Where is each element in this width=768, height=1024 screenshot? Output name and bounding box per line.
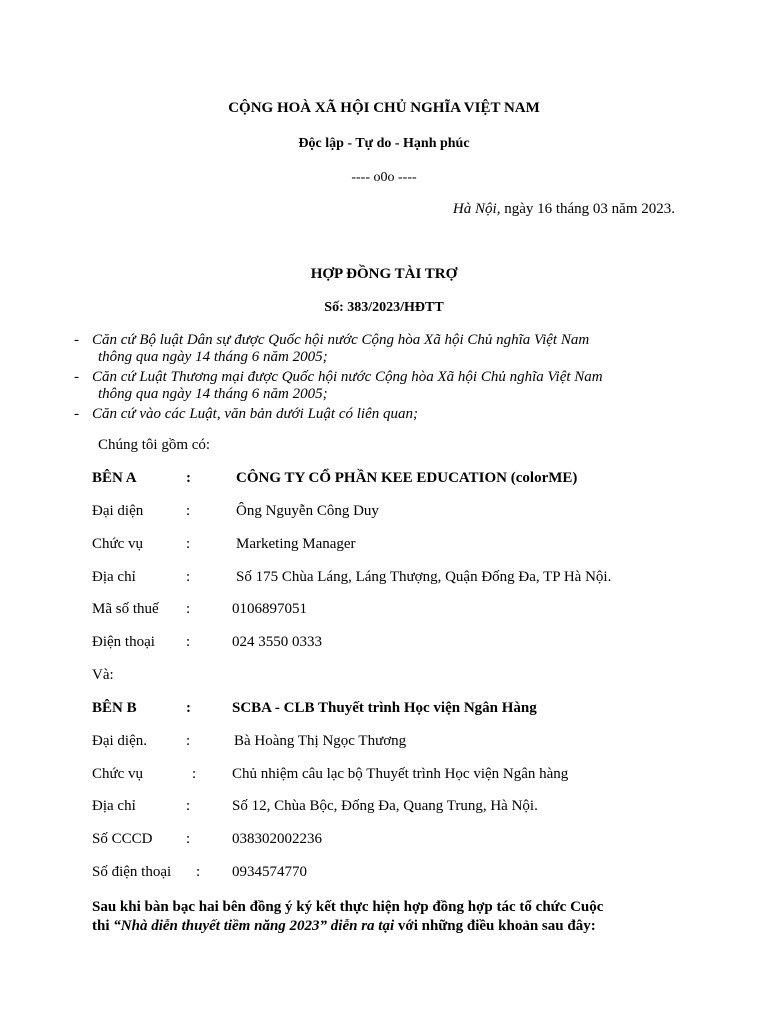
field-value: Số 175 Chùa Láng, Láng Thượng, Quận Đống Đa, TP Hà Nội. — [236, 569, 612, 585]
field-colon: : — [196, 864, 201, 880]
closing-line: Sau khi bàn bạc hai bên đồng ý ký kết thực hiện hợp đồng hợp tác tổ chức Cuộc — [92, 899, 604, 915]
party-b-field — [92, 864, 712, 884]
contest-name: “Nhà diễn thuyết tiềm năng 2023” diễn ra tại — [113, 918, 395, 934]
party-b-name: SCBA - CLB Thuyết trình Học viện Ngân Hàng — [232, 700, 537, 716]
closing-text: với những điều khoản sau đây: — [394, 918, 596, 934]
field-colon: : — [186, 798, 191, 814]
party-a-field — [92, 601, 712, 621]
party-a-colon: : — [186, 470, 191, 486]
party-b-field — [92, 766, 712, 786]
field-value: 0934574770 — [232, 864, 307, 880]
date-text: , ngày 16 tháng 03 năm 2023. — [496, 201, 675, 217]
field-label: Đại diện — [92, 503, 144, 519]
party-a-field — [92, 569, 712, 589]
heading-separator: ---- o0o ---- — [351, 170, 417, 185]
field-value: Bà Hoàng Thị Ngọc Thương — [234, 733, 407, 749]
field-colon: : — [186, 634, 191, 650]
party-b-field — [92, 733, 712, 753]
field-label: Mã số thuế — [92, 601, 159, 617]
bullet-dash: - — [74, 369, 79, 385]
motto-heading: Độc lập - Tự do - Hạnh phúc — [298, 136, 470, 151]
field-colon: : — [186, 569, 191, 585]
document-number: Số: 383/2023/HĐTT — [324, 300, 444, 315]
legal-basis-item — [74, 369, 684, 403]
bullet-dash: - — [74, 406, 79, 422]
party-a-field — [92, 536, 712, 556]
field-colon: : — [186, 503, 191, 519]
party-a-name: CÔNG TY CỔ PHẦN KEE EDUCATION (colorME) — [236, 470, 578, 486]
field-label: Địa chỉ — [92, 569, 136, 585]
field-label: Số điện thoại — [92, 864, 172, 880]
legal-basis-line: thông qua ngày 14 tháng 6 năm 2005; — [98, 386, 328, 402]
legal-basis-line: Căn cứ Luật Thương mại được Quốc hội nước Cộng hòa Xã hội Chủ nghĩa Việt Nam — [92, 369, 603, 385]
party-a-label: BÊN A — [92, 470, 137, 486]
field-colon: : — [186, 601, 191, 617]
and-label: Và: — [92, 667, 114, 683]
legal-basis-item — [74, 332, 684, 366]
date-line — [453, 201, 675, 218]
legal-basis-item — [74, 406, 684, 423]
party-a-field — [92, 634, 712, 654]
party-b-label: BÊN B — [92, 700, 137, 716]
field-label: Đại diện. — [92, 733, 147, 749]
document-title: HỢP ĐỒNG TÀI TRỢ — [310, 266, 458, 282]
legal-basis-line: Căn cứ vào các Luật, văn bản dưới Luật có liên quan; — [92, 406, 418, 422]
closing-text: thi — [92, 918, 114, 934]
field-colon: : — [192, 766, 197, 782]
field-value: Marketing Manager — [236, 536, 356, 552]
legal-basis-line: Căn cứ Bộ luật Dân sự được Quốc hội nước Cộng hòa Xã hội Chủ nghĩa Việt Nam — [92, 332, 590, 348]
party-b-colon: : — [186, 700, 191, 716]
field-colon: : — [186, 733, 191, 749]
field-value: 0106897051 — [232, 601, 307, 617]
party-b-field — [92, 831, 712, 851]
field-colon: : — [186, 536, 191, 552]
legal-basis-line: thông qua ngày 14 tháng 6 năm 2005; — [98, 349, 328, 365]
field-value: Số 12, Chùa Bộc, Đống Đa, Quang Trung, Hà Nội. — [232, 798, 538, 814]
closing-paragraph — [92, 898, 692, 936]
field-value: 038302002236 — [232, 831, 322, 847]
date-place: Hà Nội — [452, 201, 497, 217]
field-value: Chủ nhiệm câu lạc bộ Thuyết trình Học viện Ngân hàng — [232, 766, 569, 782]
field-label: Số CCCD — [92, 831, 153, 847]
field-value: 024 3550 0333 — [232, 634, 322, 650]
field-value: Ông Nguyễn Công Duy — [236, 503, 379, 519]
field-label: Chức vụ — [92, 766, 144, 782]
party-b-field — [92, 798, 712, 818]
nation-heading: CỘNG HOÀ XÃ HỘI CHỦ NGHĨA VIỆT NAM — [228, 100, 540, 116]
field-label: Chức vụ — [92, 536, 144, 552]
party-a-heading — [92, 470, 712, 490]
party-b-heading — [92, 700, 712, 720]
field-label: Địa chỉ — [92, 798, 136, 814]
intro-text: Chúng tôi gồm có: — [98, 437, 211, 453]
field-colon: : — [186, 831, 191, 847]
field-label: Điện thoại — [92, 634, 155, 650]
bullet-dash: - — [74, 332, 79, 348]
closing-line — [92, 917, 692, 936]
party-a-field — [92, 503, 712, 523]
